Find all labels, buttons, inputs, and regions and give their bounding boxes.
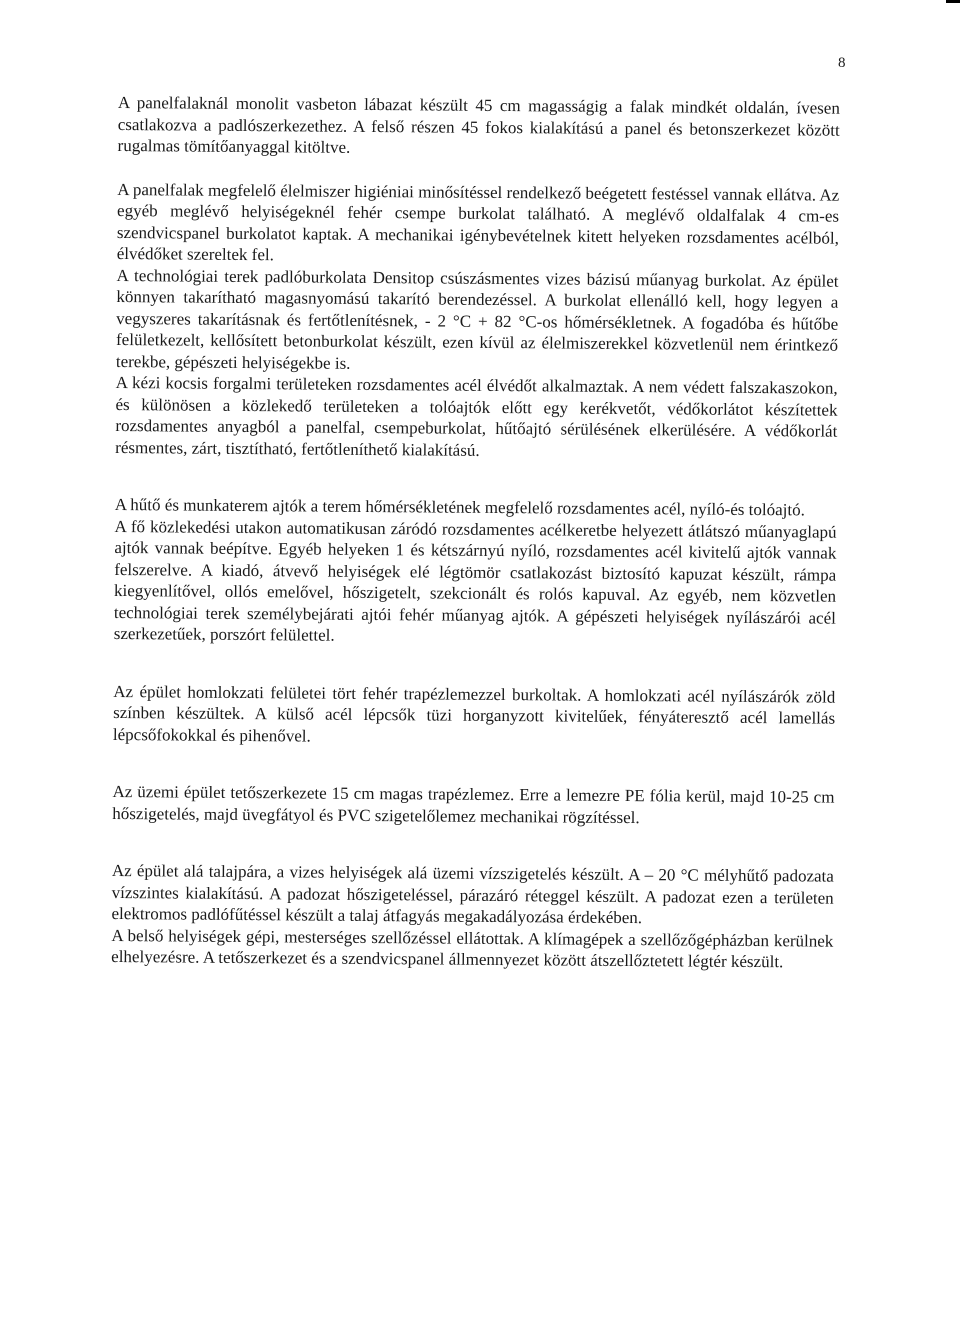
paragraph-facade: Az épület homlokzati felületei tört fehér trapézlemezzel burkoltak. A homlokzati acél nyílászárók zöld színben készültek. A külső acél lépcsők tüzi horganyzott kivitelűek, fényáteresztő acél lamellás lépcsőfokokkal és pihenővel. xyxy=(112,681,836,746)
paragraph-doors: A fő közlekedési utakon automatikusan záródó rozsdamentes acélkeretbe helyezett átlátszó műanyaglapú ajtók vannak beépítve. Egyéb helyeken 1 és kétszárnyú nyíló, rozsdamentes acél kivitelű ajtók vannak felszerelve. A kiadó, átvevő helyiségek elé légtömör csatlakozást biztosító kapuzat készült, rámpa kiegyenlítővel, ollós emelővel, hőszigetelt, szekcionált és rolós kapuval. Az egyéb, nem közvetlen technológiai terek személybejárati ajtói fehér műanyag ajtók. A gépészeti helyiségek nyílászárói acél szerkezetűek, porszórt felülettel. xyxy=(113,516,837,645)
page-number: 8 xyxy=(838,55,846,71)
paragraph-ventilation: A belső helyiségek gépi, mesterséges szellőzéssel ellátottak. A klímagépek a szellőzőgépházban kerülnek elhelyezésre. A tetőszerkezet és a szendvicspanel állmennyezet között átszellőztetett légtér készült. xyxy=(111,925,834,972)
document-body xyxy=(111,92,840,973)
paragraph-cold-room-doors: A hűtő és munkaterem ajtók a terem hőmérsékletének megfelelő rozsdamentes acél, nyíló-és tolóajtó. xyxy=(114,494,805,520)
paragraph-floor-insulation: Az épület alá talajpára, a vizes helyiségek alá üzemi vízszigetelés készült. A – 20 °C mélyhűtő padozata vízszintes kialakítású. A padozat hőszigeteléssel, párazáró réteggel készült. A padozat ezen a területen elektromos padlófűtéssel készült a talaj átfagyás megakadályozása érdekében. xyxy=(111,860,834,928)
paragraph-wall-finish: A panelfalak megfelelő élelmiszer higiéniai minősítéssel rendelkező beégetett festéssel vannak ellátva. Az egyéb meglévő helyiségeknél fehér csempe burkolat található. A meglévő oldalfalak 4 cm-es szendvicspanel burkolatot kaptak. A mechanikai igénybevételnek kitett helyeken rozsdamentes acélból, élvédőket szereltek fel. xyxy=(116,179,840,265)
paragraph-wall-protection: A kézi kocsis forgalmi területeken rozsdamentes acél élvédőt alkalmaztak. A nem védett falszakaszokon, és különösen a közlekedő területeken a tolóajtók előtt egy kerékvetőt, védőkorlátot készítettek rozsdamentes anyagból a panelfal, csempeburkolat, hűtőajtó sérülésének elkerülésére. A védőkorlát résmentes, zárt, tisztítható, fertőtleníthető kialakítású. xyxy=(115,372,838,460)
paragraph-floor-covering: A technológiai terek padlóburkolata Densitop csúszásmentes vizes bázisú műanyag burkolat. Az épület könnyen takarítható magasnyomású takarító berendezéssel. A burkolat ellenálló kell, hogy legyen a vegyszeres takarításnak és fertőtlenítésnek, - 2 °C + 82 °C-os hőmérsékletnek. A fogadóba és hűtőbe felületkezelt, kellősített betonburkolat készült, ezen kívül az élelmiszerekkel közvetlenül nem érintkező terekbe, gépészeti helyiségekbe is. xyxy=(115,265,839,373)
scan-corner-mark xyxy=(946,0,960,3)
paragraph-roof: Az üzemi épület tetőszerkezete 15 cm magas trapézlemez. Erre a lemezre PE fólia kerül, majd 10-25 cm hőszigetelés, majd üvegfátyol és PVC szigetelőlemez mechanikai rögzítéssel. xyxy=(112,781,835,827)
paragraph-plinth: A panelfalaknál monolit vasbeton lábazat készült 45 cm magasságig a falak mindkét oldalán, ívesen csatlakozva a padlószerkezethez. A felső részen 45 fokos kialakítású a panel és betonszerkezet között rugalmas tömítőanyaggal kitöltve. xyxy=(117,92,840,157)
